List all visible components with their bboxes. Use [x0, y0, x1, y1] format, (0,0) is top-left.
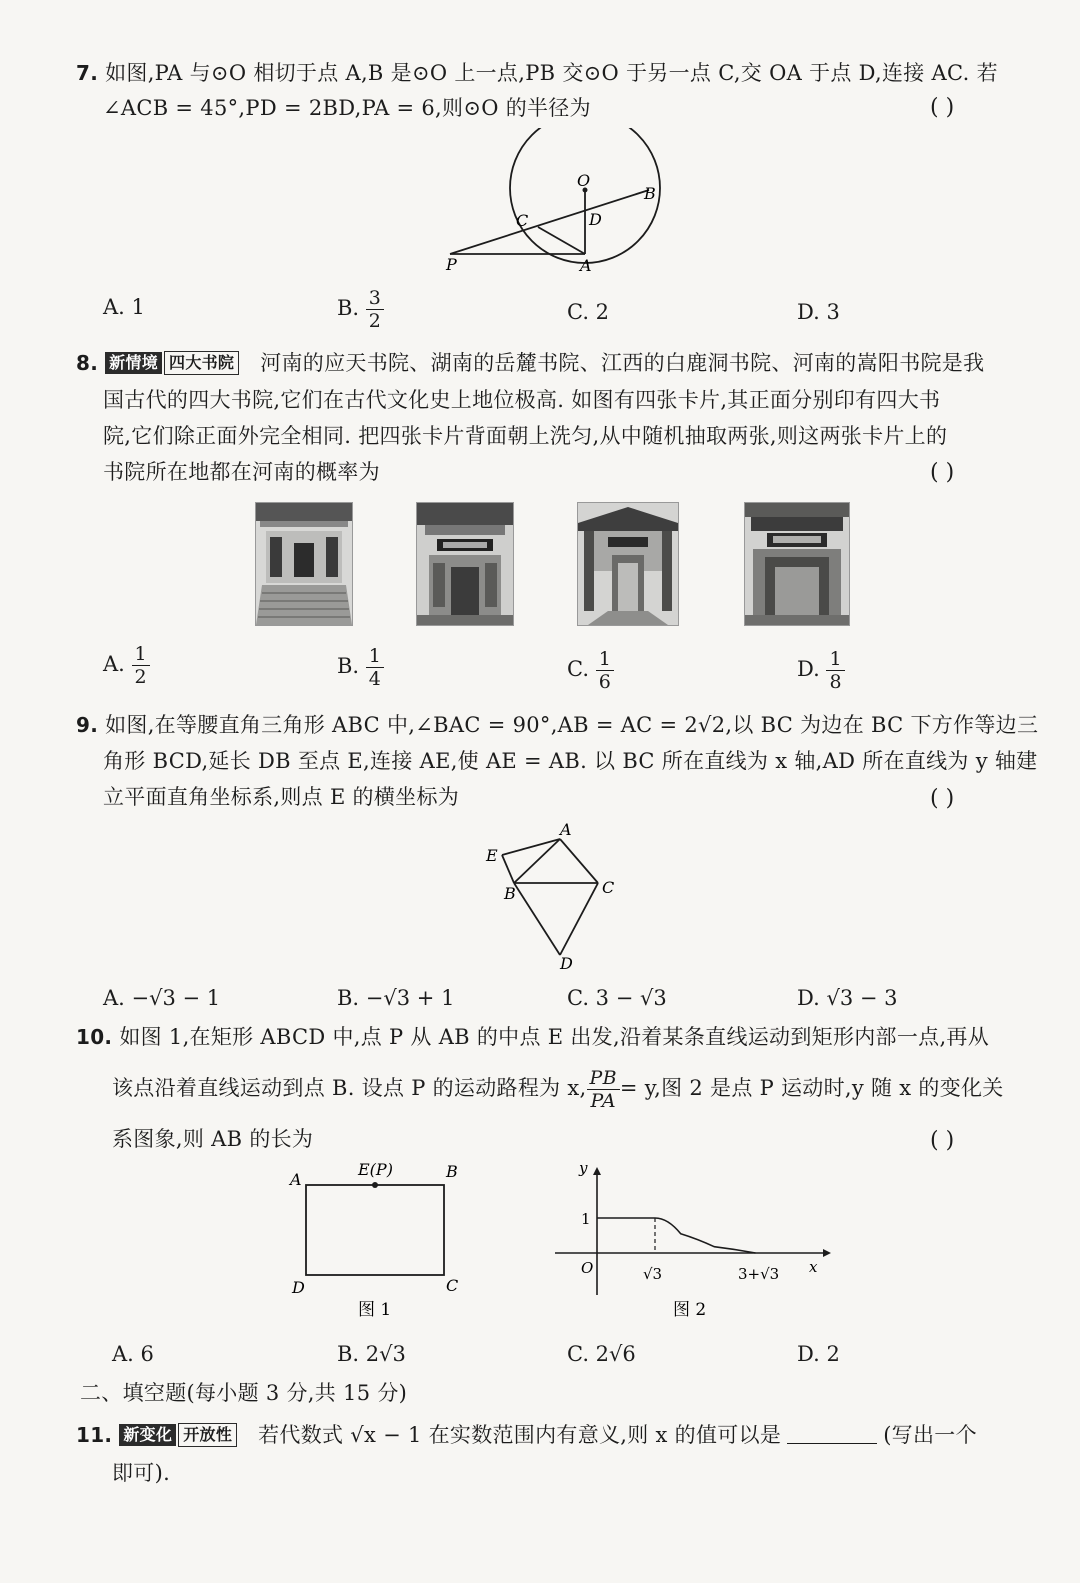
label-b: B — [446, 1162, 458, 1181]
label-a: A — [560, 820, 572, 839]
fig2-caption: 图 2 — [673, 1300, 707, 1320]
label-b: B — [644, 184, 656, 203]
q11-text-1: 若代数式 √x − 1 在实数范围内有意义,则 x 的值可以是 — [258, 1423, 782, 1447]
q7-option-b — [337, 287, 384, 332]
label-a: A — [290, 1170, 302, 1189]
q9-answer-paren: ( ) — [930, 786, 955, 811]
label-ep: E(P) — [358, 1160, 393, 1179]
section2-title: 二、填空题(每小题 3 分,共 15 分) — [80, 1381, 408, 1405]
segment-cd — [560, 883, 598, 955]
segment-bd — [514, 883, 560, 955]
q10-frac-den: PA — [590, 1090, 616, 1112]
q8-option-d-label: D. — [797, 657, 820, 681]
q7-text-2: ∠ACB = 45°,PD = 2BD,PA = 6,则⊙O 的半径为 — [103, 96, 591, 120]
y-tick-1: 1 — [581, 1210, 591, 1228]
label-c: C — [602, 878, 615, 897]
q8-option-b-num: 1 — [366, 645, 384, 668]
q11-number: 11. — [76, 1423, 113, 1447]
x-tick-2: 3+√3 — [738, 1265, 780, 1283]
q9-option-c: C. 3 − √3 — [567, 986, 667, 1010]
q11-answer-blank[interactable] — [787, 1423, 877, 1444]
q10-text-3: 系图象,则 AB 的长为 — [112, 1127, 314, 1151]
label-e: E — [486, 846, 498, 865]
q8-number: 8. — [76, 351, 99, 375]
q9-option-a: A. −√3 − 1 — [103, 986, 221, 1010]
q8-tag-topic: 四大书院 — [164, 351, 239, 375]
q7-answer-paren: ( ) — [930, 95, 955, 120]
q8-text-1: 河南的应天书院、湖南的岳麓书院、江西的白鹿洞书院、河南的嵩阳书院是我 — [260, 351, 985, 375]
q8-line1 — [76, 348, 984, 378]
q8-option-d — [797, 648, 845, 693]
label-a: A — [580, 256, 592, 275]
q10-answer-paren: ( ) — [930, 1128, 955, 1153]
q10-option-b: B. 2√3 — [337, 1342, 406, 1366]
point-e — [372, 1182, 378, 1188]
q10-line1 — [76, 1022, 989, 1052]
q8-tag-new-context: 新情境 — [105, 352, 162, 374]
photo-academy-3 — [577, 502, 679, 626]
q8-option-c-label: C. — [567, 657, 589, 681]
q7-option-a: A. 1 — [103, 295, 145, 319]
q7-option-d: D. 3 — [797, 300, 840, 324]
q10-line2 — [112, 1066, 1004, 1112]
q8-option-c-num: 1 — [596, 648, 614, 671]
q8-option-d-num: 1 — [826, 648, 844, 671]
q9-line1 — [76, 710, 1038, 740]
q8-option-c-frac — [596, 648, 614, 693]
series-y — [597, 1218, 755, 1253]
q9-text-3: 立平面直角坐标系,则点 E 的横坐标为 — [103, 785, 460, 809]
q10-number: 10. — [76, 1025, 113, 1049]
label-d: D — [589, 210, 602, 229]
q10-fraction — [587, 1067, 620, 1112]
fig1-caption: 图 1 — [358, 1300, 392, 1320]
secant-pb — [450, 190, 649, 254]
photo-academy-2 — [416, 502, 514, 626]
q10-option-a: A. 6 — [112, 1342, 154, 1366]
q9-text-2: 角形 BCD,延长 DB 至点 E,连接 AE,使 AE = AB. 以 BC 所在直线为 x 轴,AD 所在直线为 y 轴建 — [103, 749, 1038, 773]
q8-option-d-frac — [826, 648, 844, 693]
x-tick-1: √3 — [643, 1265, 663, 1283]
segment-eb — [502, 855, 514, 883]
segment-ac — [538, 227, 585, 254]
q7-figure — [430, 128, 690, 283]
q11-line1 — [76, 1420, 977, 1450]
label-b: B — [504, 884, 516, 903]
q8-option-b — [337, 645, 384, 690]
q8-option-b-den: 4 — [368, 668, 381, 690]
q8-option-b-label: B. — [337, 654, 360, 678]
q10-option-d: D. 2 — [797, 1342, 840, 1366]
q11-tag-open: 开放性 — [178, 1423, 237, 1447]
q10-frac-num: PB — [587, 1067, 620, 1090]
photo-academy-1 — [255, 502, 353, 626]
q10-figure2 — [545, 1155, 835, 1325]
q8-option-a — [103, 643, 150, 688]
segment-ac — [560, 839, 598, 883]
q8-option-d-den: 8 — [829, 671, 842, 693]
y-axis-arrow — [593, 1167, 601, 1175]
q9-option-b: B. −√3 + 1 — [337, 986, 455, 1010]
label-c: C — [446, 1276, 459, 1295]
label-o: O — [577, 171, 591, 190]
q11-tag-new-change: 新变化 — [119, 1424, 176, 1446]
photo-academy-4 — [744, 502, 850, 626]
q7-option-b-frac — [366, 287, 384, 332]
q8-option-a-frac — [132, 643, 150, 688]
q10-text-1: 如图 1,在矩形 ABCD 中,点 P 从 AB 的中点 E 出发,沿着某条直线运动到矩形内部一点,再从 — [119, 1025, 990, 1049]
y-axis-label: y — [579, 1159, 588, 1177]
x-axis-arrow — [823, 1249, 831, 1257]
q10-option-c: C. 2√6 — [567, 1342, 636, 1366]
label-d: D — [292, 1278, 305, 1297]
label-d: D — [560, 954, 573, 973]
q10-text-2b: = y,图 2 是点 P 运动时,y 随 x 的变化关 — [619, 1076, 1004, 1100]
q8-option-c-den: 6 — [598, 671, 611, 693]
label-p: P — [446, 255, 457, 274]
q8-option-a-den: 2 — [134, 666, 147, 688]
x-axis-label: x — [809, 1258, 818, 1276]
q9-figure — [470, 815, 630, 975]
q7-option-b-den: 2 — [368, 310, 381, 332]
rectangle-abcd — [306, 1185, 444, 1275]
q11-text-3: 即可). — [112, 1461, 171, 1485]
q11-text-2: (写出一个 — [883, 1423, 977, 1447]
q7-text-1: 如图,PA 与⊙O 相切于点 A,B 是⊙O 上一点,PB 交⊙O 于另一点 C,交 OA 于点 D,连接 AC. 若 — [105, 61, 998, 85]
q7-option-b-label: B. — [337, 296, 360, 320]
q9-text-1: 如图,在等腰直角三角形 ABC 中,∠BAC = 90°,AB = AC = 2√2,以 BC 为边在 BC 下方作等边三 — [105, 713, 1039, 737]
q10-text-2a: 该点沿着直线运动到点 B. 设点 P 的运动路程为 x, — [112, 1076, 587, 1100]
q8-option-b-frac — [366, 645, 384, 690]
q7-option-b-num: 3 — [366, 287, 384, 310]
q10-figure1 — [280, 1155, 470, 1325]
q8-text-2: 国古代的四大书院,它们在古代文化史上地位极高. 如图有四张卡片,其正面分别印有四大书 — [103, 388, 941, 412]
q8-option-a-num: 1 — [132, 643, 150, 666]
q9-option-d: D. √3 − 3 — [797, 986, 898, 1010]
label-c: C — [516, 211, 529, 230]
q7-option-c: C. 2 — [567, 300, 610, 324]
q8-option-c — [567, 648, 614, 693]
q8-text-4: 书院所在地都在河南的概率为 — [103, 460, 380, 484]
q8-answer-paren: ( ) — [930, 460, 955, 485]
q8-option-a-label: A. — [103, 652, 125, 676]
q9-number: 9. — [76, 713, 99, 737]
q7-number: 7. — [76, 61, 99, 85]
q7-line1 — [76, 58, 998, 88]
origin-label: O — [581, 1259, 594, 1277]
q8-text-3: 院,它们除正面外完全相同. 把四张卡片背面朝上洗匀,从中随机抽取两张,则这两张卡片上的 — [103, 424, 948, 448]
